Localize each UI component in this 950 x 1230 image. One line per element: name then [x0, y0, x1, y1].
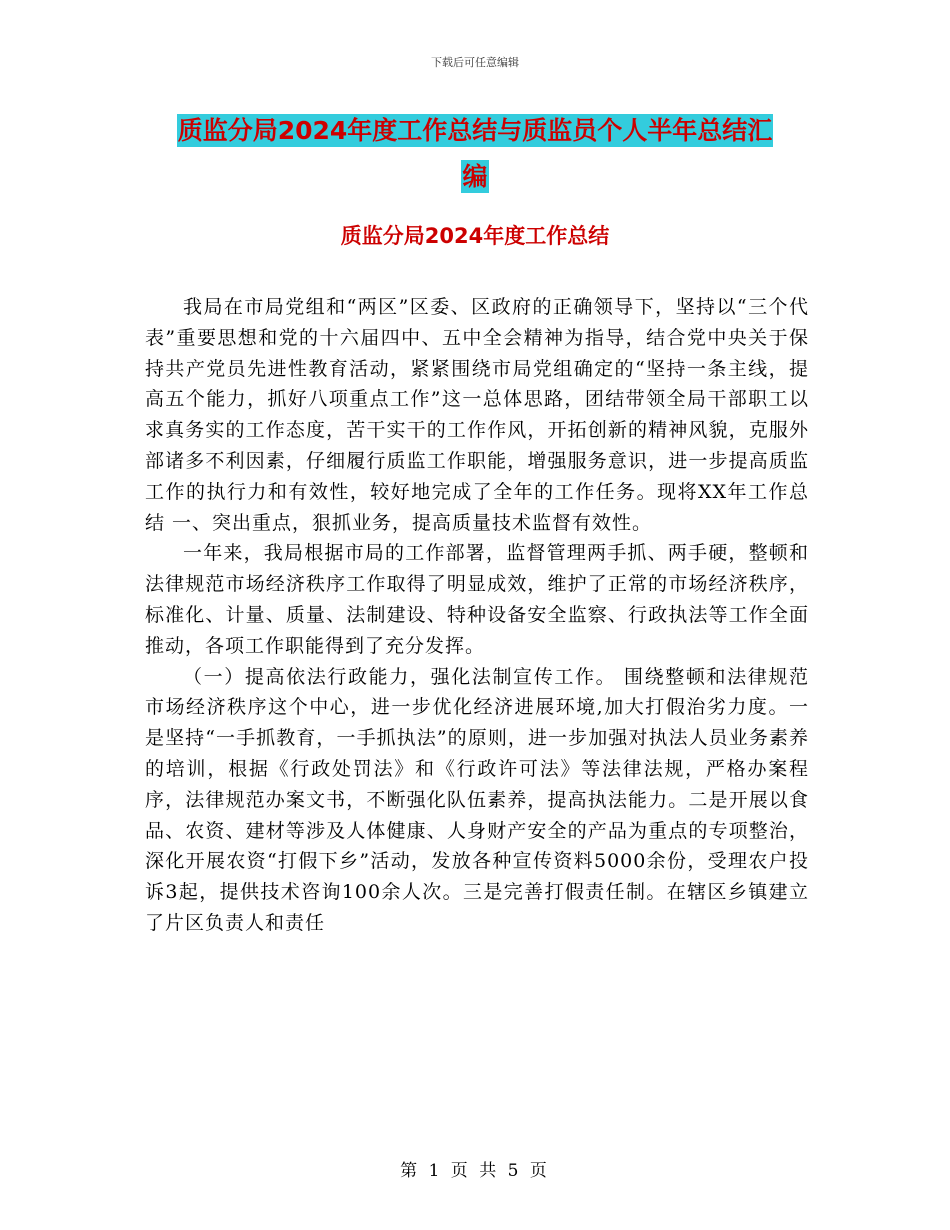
section-title: 质监分局2024年度工作总结	[340, 224, 610, 248]
document-title-line-2: 编	[462, 162, 488, 191]
document-title	[0, 108, 950, 200]
body-text	[145, 292, 809, 939]
page-footer: 第 1 页 共 5 页	[400, 1161, 550, 1181]
paragraph: （一）提高依法行政能力，强化法制宣传工作。 围绕整顿和法律规范市场经济秩序这个中心，进一步优化经济进展环境,加大打假治劣力度。一是坚持“一手抓教育，一手抓执法”的原则，进一步加强对执法人员业务素养的培训，根据《行政处罚法》和《行政许可法》等法律法规，严格办案程序，法律规范办案文书，不断强化队伍素养，提高执法能力。二是开展以食品、农资、建材等涉及人体健康、人身财产安全的产品为重点的专项整治，深化开展农资“打假下乡”活动，发放各种宣传资料5000余份，受理农户投诉3起，提供技术咨询100余人次。三是完善打假责任制。在辖区乡镇建立了片区负责人和责任	[145, 665, 809, 934]
header-note: 下载后可任意编辑	[431, 56, 519, 69]
paragraph: 我局在市局党组和“两区”区委、区政府的正确领导下，坚持以“三个代表”重要思想和党的十六届四中、五中全会精神为指导，结合党中央关于保持共产党员先进性教育活动，紧紧围绕市局党组确定的“坚持一条主线，提高五个能力，抓好八项重点工作”这一总体思路，团结带领全局干部职工以求真务实的工作态度，苦干实干的工作作风，开拓创新的精神风貌，克服外部诸多不利因素，仔细履行质监工作职能，增强服务意识，进一步提高质监工作的执行力和有效性，较好地完成了全年的工作任务。现将XX年工作总结 一、突出重点，狠抓业务，提高质量技术监督有效性。	[145, 296, 809, 534]
document-title-line-1: 质监分局2024年度工作总结与质监员个人半年总结汇	[177, 116, 773, 145]
paragraph: 一年来，我局根据市局的工作部署，监督管理两手抓、两手硬，整顿和法律规范市场经济秩序工作取得了明显成效，维护了正常的市场经济秩序，标准化、计量、质量、法制建设、特种设备安全监察、行政执法等工作全面推动，各项工作职能得到了充分发挥。	[145, 542, 809, 657]
